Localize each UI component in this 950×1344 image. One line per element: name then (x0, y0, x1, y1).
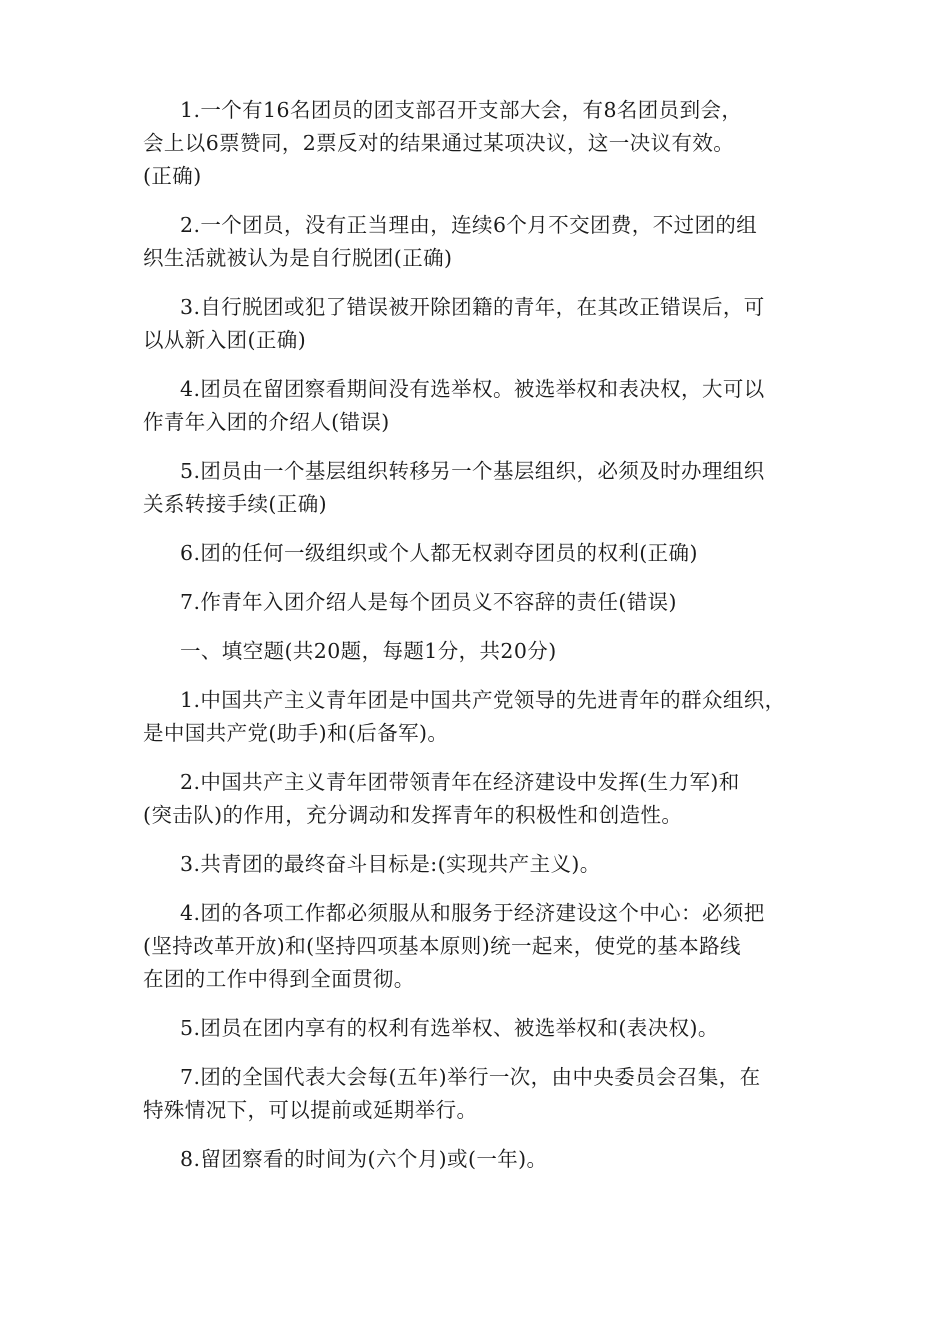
fill-in-item-1: 1.中国共产主义青年团是中国共产党领导的先进青年的群众组织， 是中国共产党(助手)和(后备军)。 (143, 688, 786, 745)
document-body (143, 94, 815, 1192)
true-false-item-6: 6.团的任何一级组织或个人都无权剥夺团员的权利(正确) (180, 541, 698, 565)
fill-in-item-7: 7.团的全国代表大会每(五年)举行一次，由中央委员会召集，在 特殊情况下，可以提前或延期举行。 (143, 1065, 761, 1122)
true-false-item-3: 3.自行脱团或犯了错误被开除团籍的青年，在其改正错误后，可 以从新入团(正确) (143, 295, 765, 352)
section-heading-fill-in-blank: 一、填空题(共20题，每题1分，共20分) (180, 639, 557, 663)
true-false-item-2: 2.一个团员，没有正当理由，连续6个月不交团费，不过团的组 织生活就被认为是自行脱团(正确) (143, 213, 758, 270)
fill-in-item-3: 3.共青团的最终奋斗目标是:(实现共产主义)。 (180, 852, 601, 876)
fill-in-item-8: 8.留团察看的时间为(六个月)或(一年)。 (180, 1147, 548, 1171)
true-false-item-5: 5.团员由一个基层组织转移另一个基层组织，必须及时办理组织 关系转接手续(正确) (143, 459, 765, 516)
true-false-item-4: 4.团员在留团察看期间没有选举权。被选举权和表决权，大可以 作青年入团的介绍人(错误) (143, 377, 765, 434)
true-false-item-1: 1.一个有16名团员的团支部召开支部大会，有8名团员到会， 会上以6票赞同，2票反对的结果通过某项决议，这一决议有效。 (正确) (143, 98, 743, 188)
fill-in-item-4: 4.团的各项工作都必须服从和服务于经济建设这个中心：必须把 (坚持改革开放)和(坚持四项基本原则)统一起来，使党的基本路线 在团的工作中得到全面贯彻。 (143, 901, 765, 991)
true-false-item-7: 7.作青年入团介绍人是每个团员义不容辞的责任(错误) (180, 590, 677, 614)
fill-in-item-2: 2.中国共产主义青年团带领青年在经济建设中发挥(生力军)和 (突击队)的作用，充分调动和发挥青年的积极性和创造性。 (143, 770, 740, 827)
fill-in-item-5: 5.团员在团内享有的权利有选举权、被选举权和(表决权)。 (180, 1016, 719, 1040)
